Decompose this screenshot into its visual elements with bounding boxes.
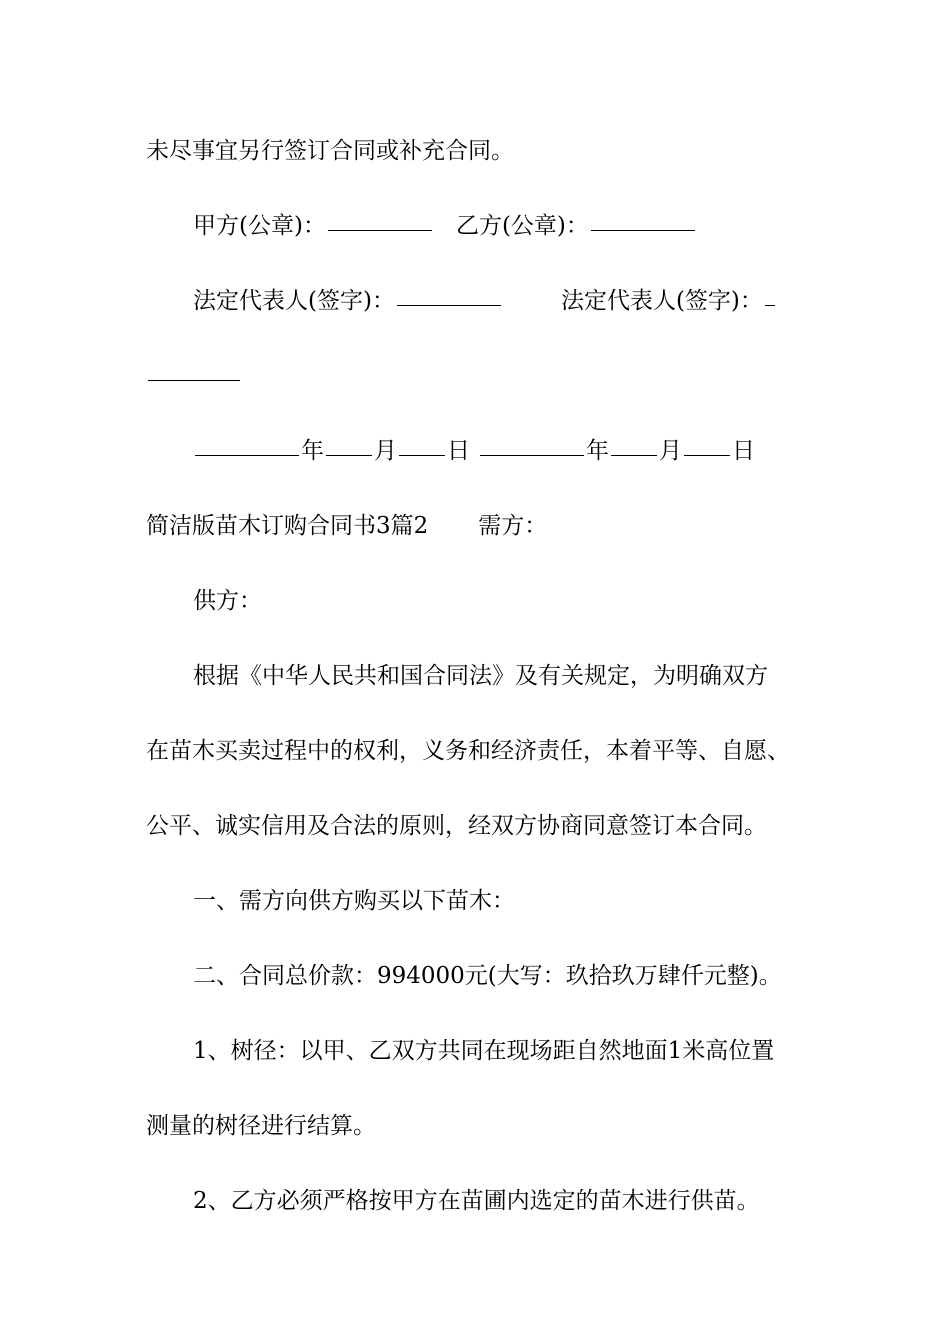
item-1 xyxy=(193,1036,774,1066)
item-1-continued xyxy=(146,1111,376,1141)
paragraph-line xyxy=(146,736,790,766)
party-b-seal-blank xyxy=(591,229,695,231)
supplier-line xyxy=(193,586,262,616)
section-title-line xyxy=(146,511,547,541)
text: 根据《中华人民共和国合同法》及有关规定，为明确双方 xyxy=(193,663,768,689)
rep-a-label: 法定代表人(签字)： xyxy=(193,288,395,314)
text: 一、需方向供方购买以下苗木： xyxy=(193,888,515,914)
section-title: 简洁版苗木订购合同书3篇2 xyxy=(146,513,429,539)
date-a-year-blank xyxy=(195,454,299,456)
representative-blank-continued xyxy=(146,361,242,391)
closing-sentence xyxy=(146,136,514,166)
item-2 xyxy=(193,1186,760,1216)
date-a-day-blank xyxy=(399,454,445,456)
day-label: 日 xyxy=(732,438,755,464)
text: 测量的树径进行结算。 xyxy=(146,1113,376,1139)
rep-b-blank-end xyxy=(148,379,240,381)
text: 公平、诚实信用及合法的原则，经双方协商同意签订本合同。 xyxy=(146,813,767,839)
text: 在苗木买卖过程中的权利，义务和经济责任，本着平等、自愿、 xyxy=(146,738,790,764)
party-a-seal-blank xyxy=(328,229,432,231)
text: 未尽事宜另行签订合同或补充合同。 xyxy=(146,138,514,164)
rep-b-label: 法定代表人(签字)： xyxy=(560,288,763,314)
date-line xyxy=(193,436,755,466)
rep-b-blank-start xyxy=(765,304,775,306)
year-label: 年 xyxy=(586,438,609,464)
month-label: 月 xyxy=(659,438,682,464)
text: 1、树径：以甲、乙双方共同在现场距自然地面1米高位置 xyxy=(193,1038,775,1064)
date-a-month-blank xyxy=(326,454,372,456)
rep-a-blank xyxy=(397,304,501,306)
supplier-label: 供方： xyxy=(193,588,262,614)
date-b-year-blank xyxy=(480,454,584,456)
party-a-seal-label: 甲方(公章)： xyxy=(193,213,326,239)
date-b-day-blank xyxy=(684,454,730,456)
party-b-seal-label: 乙方(公章)： xyxy=(455,213,589,239)
representative-line xyxy=(193,286,777,316)
text: 2、乙方必须严格按甲方在苗圃内选定的苗木进行供苗。 xyxy=(193,1188,760,1214)
clause-2 xyxy=(193,961,782,991)
paragraph-line xyxy=(193,661,768,691)
text: 二、合同总价款：994000元(大写：玖拾玖万肆仟元整)。 xyxy=(193,963,782,989)
date-b-month-blank xyxy=(611,454,657,456)
year-label: 年 xyxy=(301,438,324,464)
day-label: 日 xyxy=(447,438,470,464)
seal-line xyxy=(193,211,697,241)
clause-1 xyxy=(193,886,515,916)
paragraph-line xyxy=(146,811,767,841)
month-label: 月 xyxy=(374,438,397,464)
buyer-label: 需方： xyxy=(478,513,548,539)
